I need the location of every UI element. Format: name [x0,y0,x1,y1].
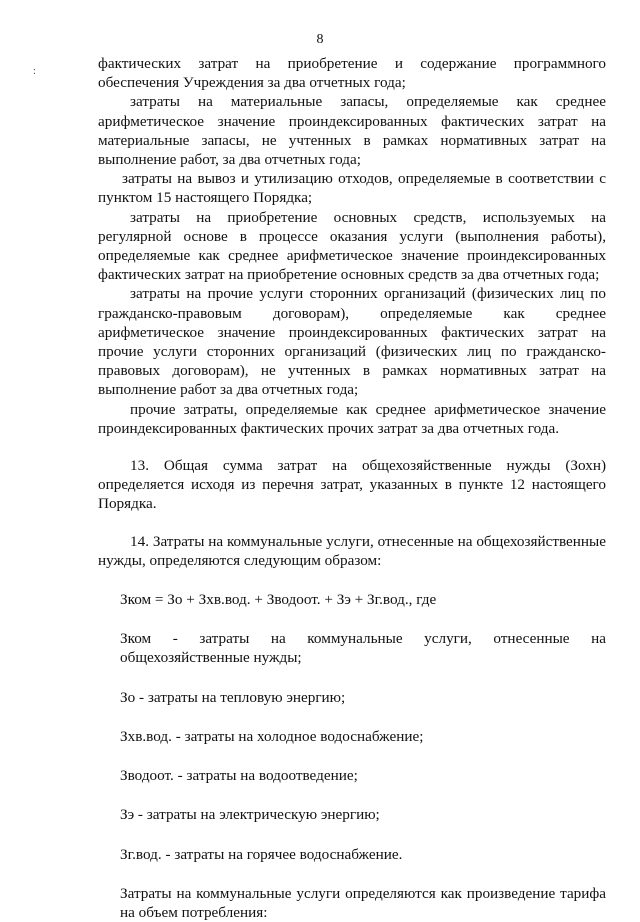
paragraph-item-13: 13. Общая сумма затрат на общехозяйственные нужды (Зохн) определяется исходя из перечня затрат, указанных в пункте 12 настоящего Порядка. [98,457,606,513]
paragraph-other-services: затраты на прочие услуги сторонних организаций (физических лиц по гражданско-правовым договорам), определяемые как среднее арифметическое значение проиндексированных фактических затрат на прочие услуги сторонних организаций (физических лиц по гражданско-правовых договорам), не учтенных в рамках нормативных затрат на выполнение работ за два отчетных года; [98,285,606,399]
paragraph-material-reserves: затраты на материальные запасы, определяемые как среднее арифметическое значение проиндексированных фактических затрат на материальные запасы, не учтенных в рамках нормативных затрат на выполнение работ, за два отчетных года; [98,93,606,169]
document-body [98,54,606,922]
paragraph-waste-disposal: затраты на вывоз и утилизацию отходов, определяемые в соответствии с пунктом 15 настоящего Порядка; [98,170,606,207]
formula-utilities: Зком = Зо + Зхв.вод. + Зводоот. + Зэ + Зг.вод., где [120,591,437,609]
paragraph-other-costs: прочие затраты, определяемые как среднее арифметическое значение проиндексированных фактических прочих затрат за два отчетных года. [98,400,606,437]
definition-zhv-vod: Зхв.вод. - затраты на холодное водоснабжение; [120,727,424,745]
paragraph-tariff: Затраты на коммунальные услуги определяются как произведение тарифа на объем потребления: [120,884,606,921]
paragraph-item-14: 14. Затраты на коммунальные услуги, отнесенные на общехозяйственные нужды, определяются следующим образом: [98,532,606,569]
definition-zo: Зо - затраты на тепловую энергию; [120,688,346,706]
paragraph-software-costs: фактических затрат на приобретение и содержание программного обеспечения Учреждения за два отчетных года; [98,55,606,92]
page-number: 8 [316,32,324,47]
definition-zkom: Зком - затраты на коммунальные услуги, отнесенные на общехозяйственные нужды; [120,630,606,667]
paragraph-fixed-assets: затраты на приобретение основных средств, используемых на регулярной основе в процессе оказания услуги (выполнения работы), определяемые как среднее арифметическое значение проиндексированных фактических затрат на приобретение основных средств за два отчетных года; [98,208,606,284]
definition-ze: Зэ - затраты на электрическую энергию; [120,806,380,824]
margin-mark: : [33,66,36,77]
definition-zg-vod: Зг.вод. - затраты на горячее водоснабжение. [120,845,403,863]
definition-zvodoot: Зводоот. - затраты на водоотведение; [120,767,358,785]
